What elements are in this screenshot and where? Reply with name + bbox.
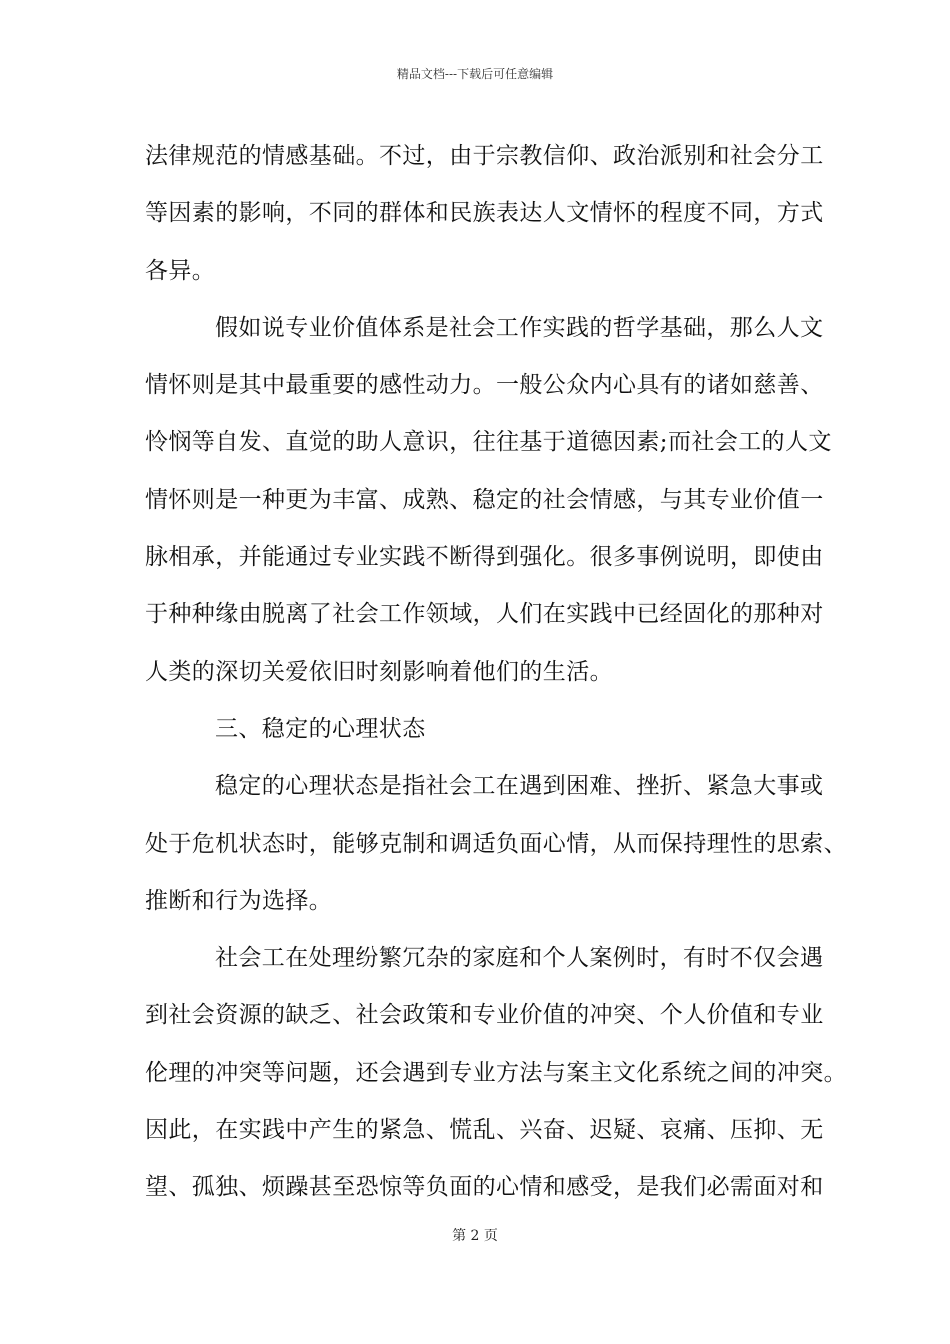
paragraph-start-line: 社会工在处理纷繁冗杂的家庭和个人案例时，有时不仅会遇 — [215, 945, 824, 972]
text-line: 处于危机状态时，能够克制和调适负面心情，从而保持理性的思索、 — [145, 830, 847, 857]
text-line: 脉相承，并能通过专业实践不断得到强化。很多事例说明，即使由 — [145, 544, 824, 571]
text-line: 因此，在实践中产生的紧急、慌乱、兴奋、迟疑、哀痛、压抑、无 — [145, 1117, 824, 1144]
text-line: 等因素的影响，不同的群体和民族表达人文情怀的程度不同，方式 — [145, 200, 824, 227]
paragraph-start-line: 假如说专业价值体系是社会工作实践的哲学基础，那么人文 — [215, 314, 824, 341]
body-text — [145, 128, 847, 1217]
text-line: 法律规范的情感基础。不过，由于宗教信仰、政治派别和社会分工 — [145, 143, 824, 169]
text-line: 人类的深切关爱依旧时刻影响着他们的生活。 — [145, 658, 613, 685]
section-heading: 三、稳定的心理状态 — [215, 715, 426, 742]
paragraph-start-line: 稳定的心理状态是指社会工在遇到困难、挫折、紧急大事或 — [215, 773, 824, 800]
page-number: 第 2 页 — [452, 1228, 498, 1244]
text-line: 推断和行为选择。 — [145, 887, 333, 914]
text-line: 伦理的冲突等问题，还会遇到专业方法与案主文化系统之间的冲突。 — [145, 1059, 847, 1086]
text-line: 各异。 — [145, 257, 216, 284]
text-line: 情怀则是其中最重要的感性动力。一般公众内心具有的诸如慈善、 — [145, 372, 824, 399]
page-header: 精品文档---下载后可任意编辑 — [396, 67, 554, 81]
text-line: 于种种缘由脱离了社会工作领域，人们在实践中已经固化的那种对 — [145, 601, 824, 628]
text-line: 望、孤独、烦躁甚至恐惊等负面的心情和感受，是我们必需面对和 — [145, 1174, 824, 1201]
text-line: 到社会资源的缺乏、社会政策和专业价值的冲突、个人价值和专业 — [145, 1002, 824, 1029]
text-line: 情怀则是一种更为丰富、成熟、稳定的社会情感，与其专业价值一 — [145, 486, 824, 513]
text-line: 怜悯等自发、直觉的助人意识，往往基于道德因素;而社会工的人文 — [145, 429, 832, 456]
